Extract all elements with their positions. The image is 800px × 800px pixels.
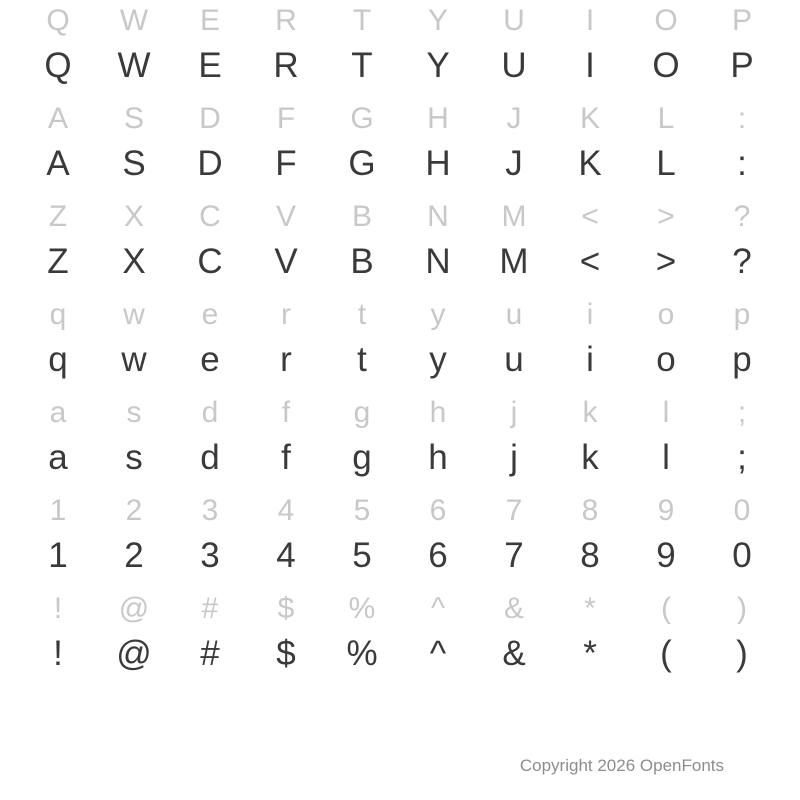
glyph-cell-ghost: # (201, 592, 219, 625)
glyph-cell-ghost: i (586, 298, 594, 331)
glyph-cell-ghost: G (350, 102, 374, 135)
glyph-cell-main: A (46, 144, 70, 183)
glyph-cell-main: J (505, 144, 523, 183)
glyph-cell-ghost: o (657, 298, 675, 331)
glyph-cell-ghost: ) (737, 592, 747, 625)
glyph-cell-ghost: ; (737, 396, 747, 429)
glyph-cell-main: s (125, 438, 143, 477)
glyph-cell-ghost: a (49, 396, 67, 429)
specimen-row-main (20, 536, 780, 584)
specimen-row-ghost (20, 588, 780, 634)
glyph-cell-main: y (429, 340, 447, 379)
specimen-row-ghost (20, 294, 780, 340)
glyph-cell-main: u (504, 340, 524, 379)
glyph-cell-main: @ (116, 634, 152, 673)
glyph-cell-main: Z (47, 242, 69, 281)
glyph-cell-ghost: < (581, 200, 599, 233)
glyph-cell-ghost: R (275, 4, 297, 37)
glyph-cell-main: w (121, 340, 147, 379)
glyph-cell-ghost: : (737, 102, 747, 135)
glyph-cell-ghost: I (585, 4, 595, 37)
glyph-cell-ghost: O (654, 4, 678, 37)
glyph-cell-main: 8 (580, 536, 600, 575)
glyph-cell-main: P (730, 46, 754, 85)
glyph-cell-ghost: H (427, 102, 449, 135)
glyph-cell-ghost: s (126, 396, 142, 429)
glyph-cell-main: T (351, 46, 373, 85)
glyph-cell-main: K (578, 144, 602, 183)
specimen-row-group (20, 392, 780, 490)
specimen-row-ghost (20, 392, 780, 438)
glyph-cell-ghost: 4 (277, 494, 295, 527)
glyph-cell-ghost: $ (277, 592, 295, 625)
glyph-cell-main: E (198, 46, 222, 85)
glyph-cell-main: ! (53, 634, 63, 673)
glyph-cell-ghost: 9 (657, 494, 675, 527)
glyph-cell-ghost: t (357, 298, 367, 331)
specimen-row-main (20, 46, 780, 94)
glyph-cell-main: & (502, 634, 526, 673)
glyph-cell-ghost: 0 (733, 494, 751, 527)
glyph-cell-main: e (200, 340, 220, 379)
glyph-cell-ghost: 5 (353, 494, 371, 527)
glyph-cell-main: F (275, 144, 297, 183)
glyph-cell-ghost: 1 (49, 494, 67, 527)
glyph-cell-main: B (350, 242, 374, 281)
glyph-cell-main: % (346, 634, 378, 673)
glyph-cell-main: ? (732, 242, 752, 281)
glyph-cell-ghost: r (281, 298, 291, 331)
glyph-cell-main: d (200, 438, 220, 477)
glyph-cell-ghost: d (201, 396, 219, 429)
glyph-cell-ghost: D (199, 102, 221, 135)
specimen-row-main (20, 144, 780, 192)
glyph-cell-main: q (48, 340, 68, 379)
glyph-cell-main: * (583, 634, 597, 673)
glyph-cell-ghost: U (503, 4, 525, 37)
glyph-cell-ghost: V (275, 200, 296, 233)
glyph-cell-ghost: * (584, 592, 596, 625)
specimen-row-main (20, 438, 780, 486)
specimen-row-main (20, 634, 780, 682)
glyph-cell-main: h (428, 438, 448, 477)
glyph-cell-main: 5 (352, 536, 372, 575)
glyph-cell-main: j (510, 438, 518, 477)
glyph-cell-main: $ (276, 634, 296, 673)
glyph-cell-main: D (197, 144, 223, 183)
glyph-cell-main: 9 (656, 536, 676, 575)
glyph-cell-main: U (501, 46, 527, 85)
glyph-cell-ghost: k (582, 396, 598, 429)
glyph-cell-main: 3 (200, 536, 220, 575)
glyph-cell-ghost: M (501, 200, 527, 233)
glyph-cell-ghost: N (427, 200, 449, 233)
glyph-cell-main: > (655, 242, 677, 281)
glyph-cell-ghost: % (348, 592, 376, 625)
glyph-cell-main: Y (426, 46, 450, 85)
specimen-row-group (20, 294, 780, 392)
glyph-cell-main: ; (737, 438, 747, 477)
glyph-cell-main: 1 (48, 536, 68, 575)
glyph-cell-main: W (117, 46, 151, 85)
glyph-cell-ghost: p (733, 298, 751, 331)
glyph-cell-ghost: A (47, 102, 68, 135)
glyph-cell-main: g (352, 438, 372, 477)
glyph-cell-main: M (499, 242, 529, 281)
specimen-row-group (20, 0, 780, 98)
glyph-cell-main: k (581, 438, 599, 477)
glyph-cell-ghost: y (430, 298, 446, 331)
glyph-cell-main: : (737, 144, 747, 183)
glyph-cell-ghost: P (731, 4, 752, 37)
copyright-text: Copyright 2026 OpenFonts (519, 756, 724, 775)
glyph-cell-ghost: u (505, 298, 523, 331)
glyph-cell-ghost: S (123, 102, 144, 135)
glyph-cell-main: I (585, 46, 595, 85)
glyph-cell-ghost: C (199, 200, 221, 233)
glyph-cell-ghost: f (281, 396, 291, 429)
glyph-cell-ghost: & (503, 592, 524, 625)
specimen-row-main (20, 340, 780, 388)
glyph-cell-ghost: l (662, 396, 670, 429)
glyph-cell-main: o (656, 340, 676, 379)
glyph-cell-ghost: X (123, 200, 144, 233)
glyph-cell-main: G (348, 144, 376, 183)
glyph-cell-main: p (732, 340, 752, 379)
glyph-cell-main: l (662, 438, 670, 477)
glyph-cell-main: O (652, 46, 680, 85)
glyph-cell-main: H (425, 144, 451, 183)
glyph-cell-ghost: > (657, 200, 675, 233)
glyph-cell-main: ) (736, 634, 748, 673)
glyph-cell-main: 0 (732, 536, 752, 575)
glyph-cell-main: a (48, 438, 68, 477)
glyph-cell-main: R (273, 46, 299, 85)
glyph-cell-ghost: B (351, 200, 372, 233)
glyph-cell-ghost: q (49, 298, 67, 331)
glyph-cell-main: 4 (276, 536, 296, 575)
glyph-cell-main: ( (660, 634, 672, 673)
specimen-row-group (20, 588, 780, 686)
copyright-footer (0, 756, 800, 776)
glyph-cell-ghost: e (201, 298, 219, 331)
glyph-cell-main: f (281, 438, 291, 477)
glyph-cell-main: Q (44, 46, 72, 85)
glyph-cell-ghost: 2 (125, 494, 143, 527)
glyph-cell-ghost: Z (48, 200, 68, 233)
glyph-cell-main: < (579, 242, 601, 281)
glyph-cell-ghost: @ (118, 592, 150, 625)
glyph-cell-ghost: Q (46, 4, 70, 37)
glyph-cell-ghost: 6 (429, 494, 447, 527)
specimen-row-group (20, 490, 780, 588)
glyph-cell-ghost: ( (661, 592, 671, 625)
glyph-cell-ghost: w (123, 298, 145, 331)
glyph-cell-ghost: T (352, 4, 372, 37)
specimen-row-ghost (20, 0, 780, 46)
glyph-cell-main: X (122, 242, 146, 281)
glyph-cell-ghost: E (199, 4, 220, 37)
specimen-row-main (20, 242, 780, 290)
specimen-row-ghost (20, 196, 780, 242)
specimen-row-group (20, 98, 780, 196)
glyph-cell-ghost: Y (427, 4, 448, 37)
glyph-cell-main: # (200, 634, 220, 673)
specimen-row-group (20, 196, 780, 294)
glyph-cell-main: 6 (428, 536, 448, 575)
glyph-cell-main: r (280, 340, 292, 379)
glyph-cell-ghost: ^ (430, 592, 446, 625)
glyph-cell-ghost: L (657, 102, 675, 135)
glyph-cell-main: t (357, 340, 367, 379)
glyph-cell-ghost: ! (53, 592, 63, 625)
glyph-cell-ghost: 7 (505, 494, 523, 527)
glyph-cell-main: N (425, 242, 451, 281)
glyph-cell-ghost: 3 (201, 494, 219, 527)
specimen-row-ghost (20, 490, 780, 536)
glyph-cell-ghost: h (429, 396, 447, 429)
glyph-cell-ghost: W (119, 4, 149, 37)
glyph-cell-ghost: g (353, 396, 371, 429)
glyph-cell-ghost: F (276, 102, 296, 135)
glyph-cell-main: 7 (504, 536, 524, 575)
glyph-cell-main: 2 (124, 536, 144, 575)
glyph-cell-ghost: K (579, 102, 600, 135)
glyph-cell-main: i (586, 340, 594, 379)
glyph-cell-main: L (656, 144, 676, 183)
glyph-cell-main: ^ (429, 634, 447, 673)
glyph-cell-ghost: 8 (581, 494, 599, 527)
glyph-cell-main: C (197, 242, 223, 281)
glyph-cell-main: V (274, 242, 298, 281)
glyph-cell-main: S (122, 144, 146, 183)
glyph-cell-ghost: ? (733, 200, 751, 233)
glyph-cell-ghost: J (506, 102, 522, 135)
specimen-row-ghost (20, 98, 780, 144)
glyph-cell-ghost: j (510, 396, 518, 429)
